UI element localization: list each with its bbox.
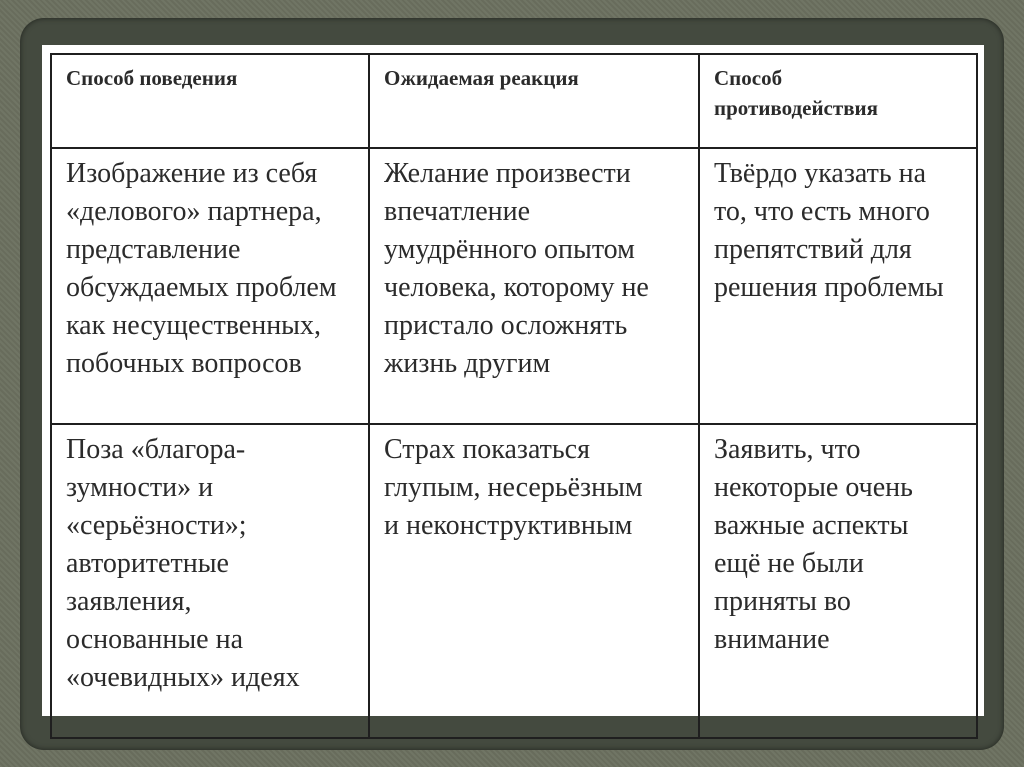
header-reaction-text: Ожидаемая реакция <box>384 66 579 90</box>
header-counteraction-text: Способ противодействия <box>714 66 878 120</box>
table-row <box>51 424 977 738</box>
cell-text: Заявить, что некоторые очень важные аспекты ещё не были приняты во внимание <box>714 434 913 655</box>
header-behavior-text: Способ поведения <box>66 66 238 90</box>
table-header-row <box>51 54 977 148</box>
table-cell <box>51 424 369 738</box>
cell-text: Твёрдо указать на то, что есть много препятствий для решения проблемы <box>714 158 944 303</box>
cell-text: Желание произвести впечатление умудрённого опытом человека, которому не пристало осложнять жизнь другим <box>384 158 649 379</box>
table-cell <box>51 148 369 424</box>
content-panel <box>42 45 984 716</box>
behavior-table <box>50 53 978 739</box>
table-cell <box>369 148 699 424</box>
table-row <box>51 148 977 424</box>
cell-text: Изображение из себя «делового» партнера, представление обсуждаемых проблем как несущественных, побочных вопросов <box>66 158 337 379</box>
header-cell-reaction <box>369 54 699 148</box>
header-cell-behavior <box>51 54 369 148</box>
header-cell-counteraction <box>699 54 977 148</box>
table-cell <box>699 424 977 738</box>
cell-text: Страх показаться глупым, несерьёзным и неконструктивным <box>384 434 643 541</box>
table-cell <box>699 148 977 424</box>
table-cell <box>369 424 699 738</box>
cell-text: Поза «благора- зумности» и «серьёзности»; авторитетные заявления, основанные на «очевидных» идеях <box>66 434 300 693</box>
